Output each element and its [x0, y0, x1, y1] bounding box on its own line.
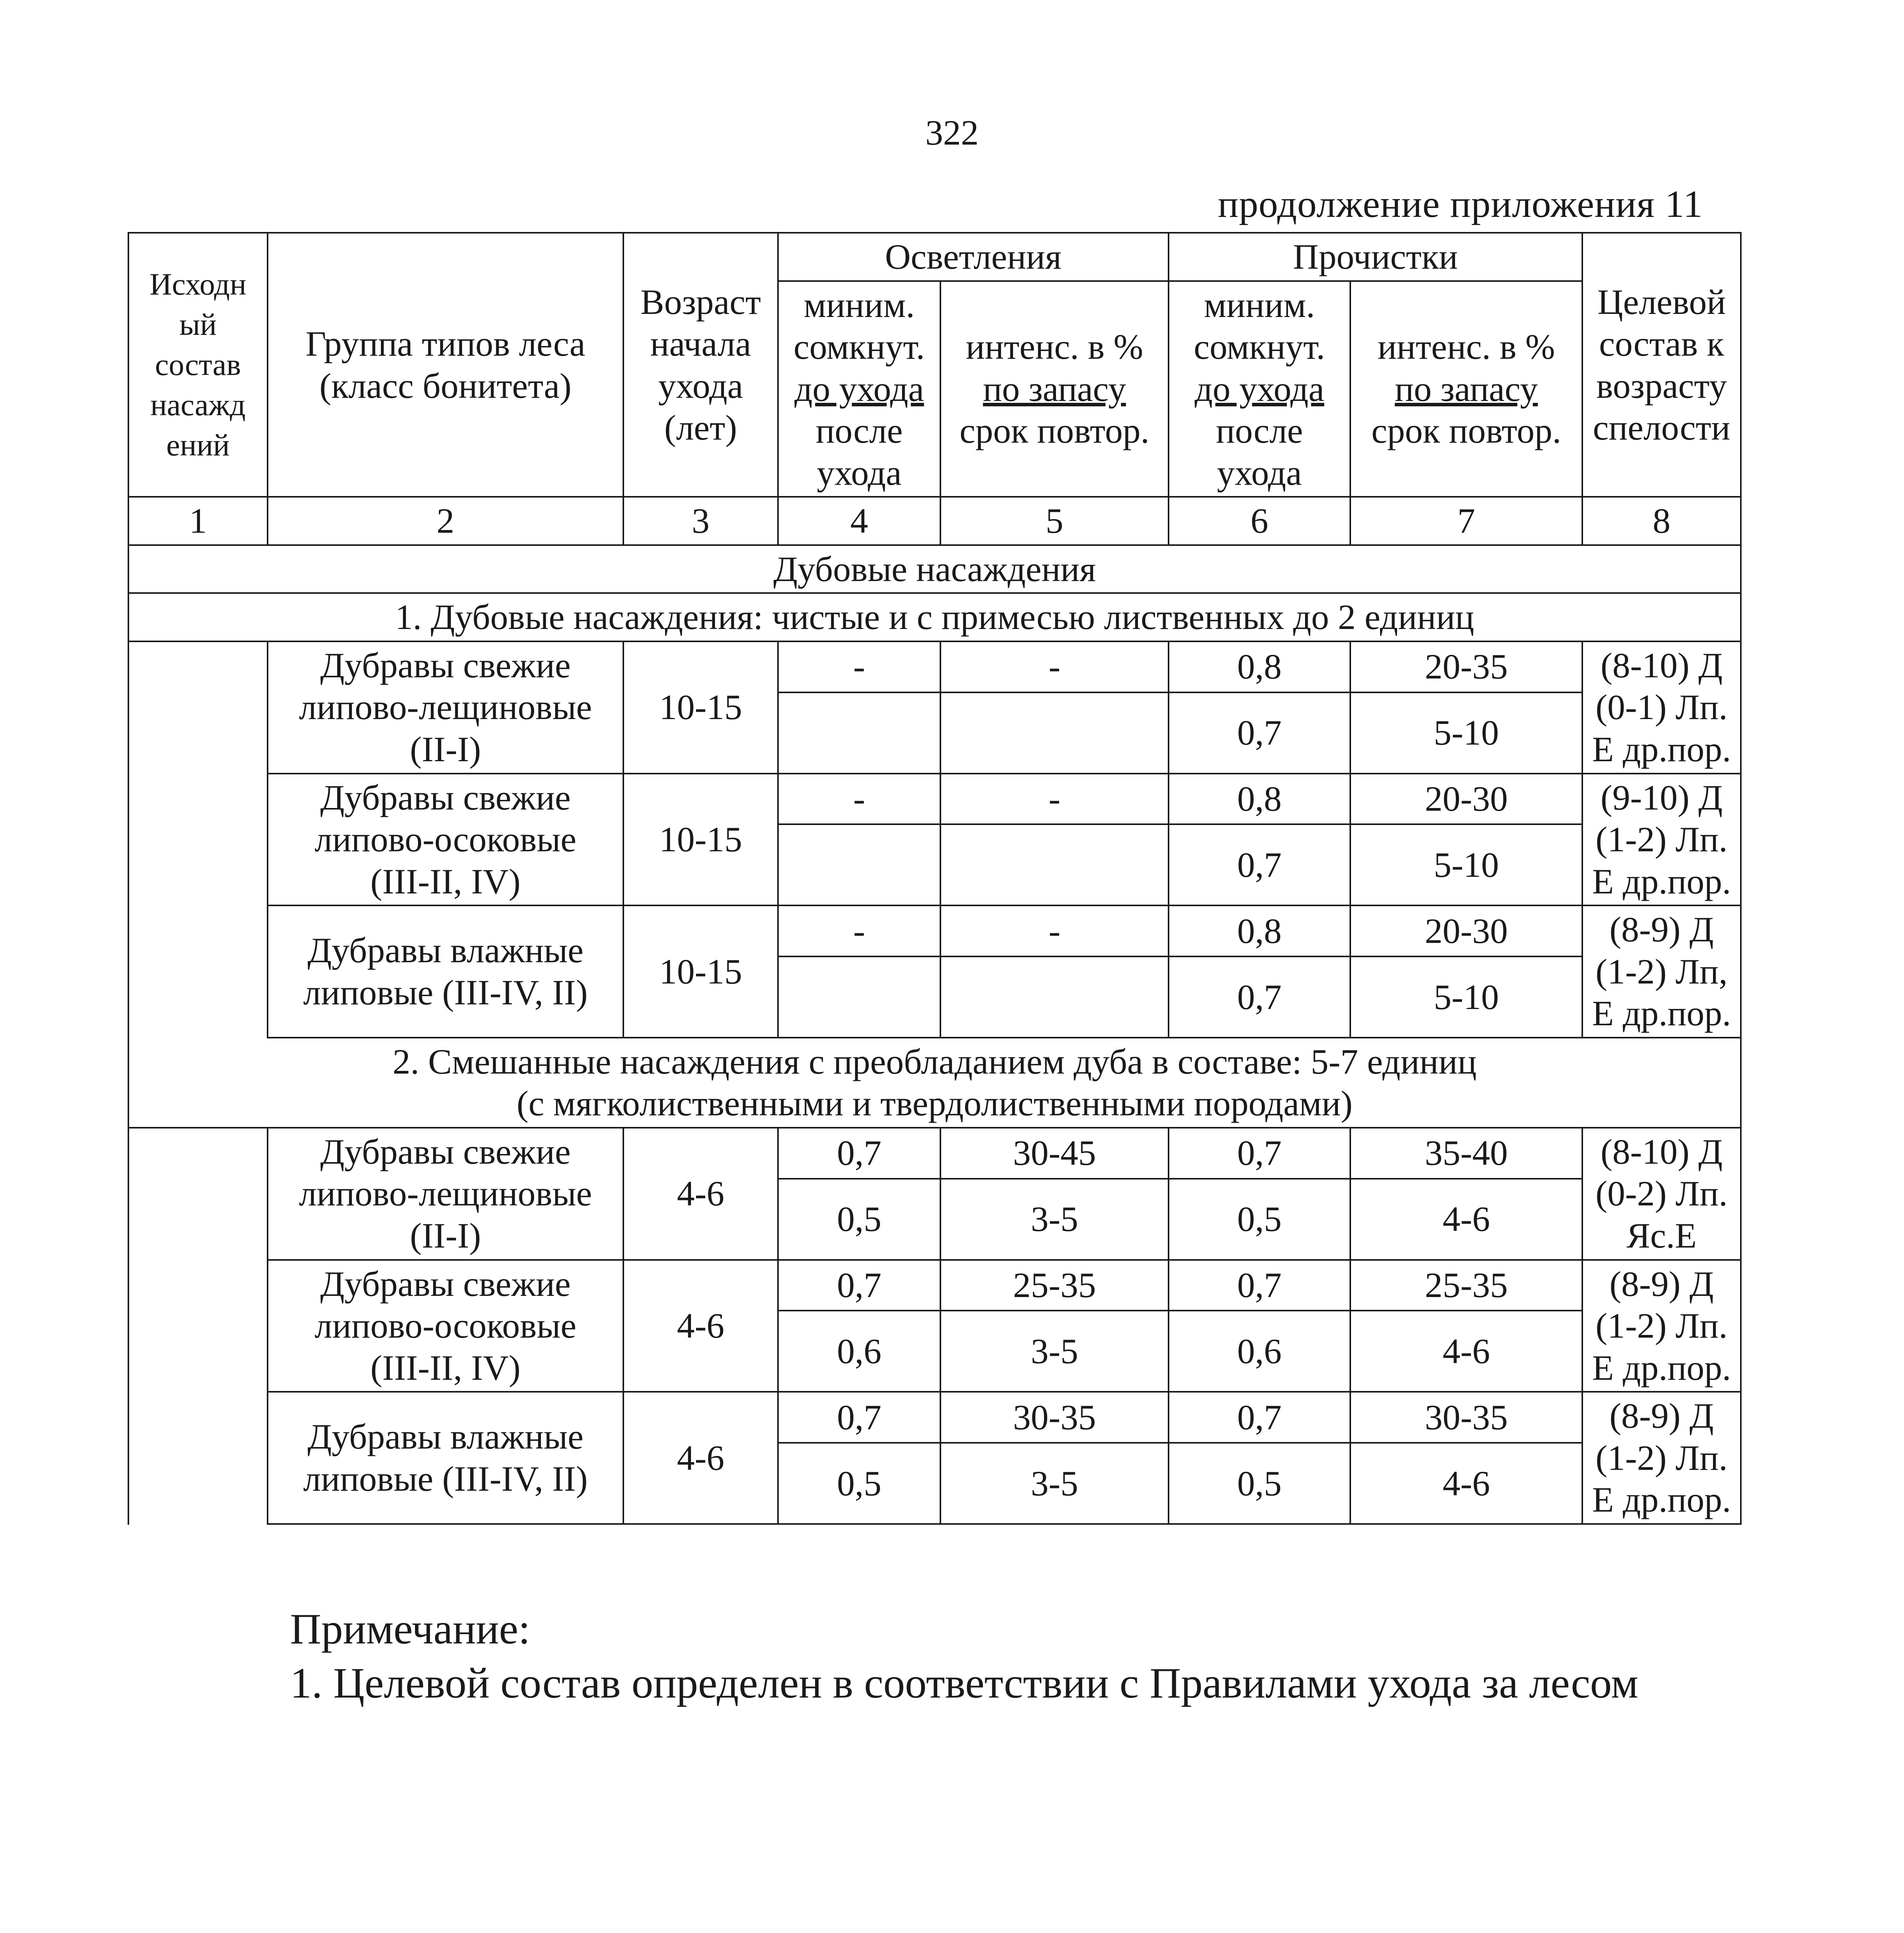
header-group-cleaning: Прочистки [1169, 233, 1582, 281]
cell-c7: 4-6 [1350, 1443, 1582, 1524]
note-title: Примечание: [290, 1605, 531, 1653]
cell-c6: 0,8 [1169, 641, 1350, 692]
forest-type-cell: Дубравы влажные липовые (III-IV, II) [268, 1392, 623, 1524]
age-cell: 4-6 [623, 1392, 778, 1524]
cell-c5: 30-35 [940, 1392, 1169, 1443]
column-number: 7 [1350, 497, 1582, 545]
age-cell: 4-6 [623, 1128, 778, 1260]
cell-c4: 0,5 [778, 1443, 940, 1524]
forest-type-cell: Дубравы свежие липово-осоковые (III-II, IV) [268, 1260, 623, 1392]
target-cell: (8-9) Д (1-2) Лп. Е др.пор. [1582, 1392, 1741, 1524]
cell-c6: 0,7 [1169, 824, 1350, 905]
cell-c6: 0,5 [1169, 1443, 1350, 1524]
cell-c7: 5-10 [1350, 956, 1582, 1038]
cell-c6: 0,8 [1169, 774, 1350, 825]
forest-type-cell: Дубравы влажные липовые (III-IV, II) [268, 905, 623, 1038]
cell-c4 [778, 692, 940, 774]
cell-c7: 5-10 [1350, 824, 1582, 905]
cell-c5 [940, 824, 1169, 905]
column-number: 4 [778, 497, 940, 545]
column-number: 6 [1169, 497, 1350, 545]
cell-c7: 35-40 [1350, 1128, 1582, 1179]
cell-c4: 0,7 [778, 1128, 940, 1179]
cell-c5 [940, 956, 1169, 1038]
age-cell: 10-15 [623, 774, 778, 906]
target-cell: (8-10) Д (0-2) Лп. Яс.Е [1582, 1128, 1741, 1260]
header-proch-min-density: миним. сомкнут. до ухода после ухода [1169, 281, 1350, 497]
cell-c4: - [778, 774, 940, 825]
header-osv-min-density: миним. сомкнут. до ухода после ухода [778, 281, 940, 497]
target-cell: (8-9) Д (1-2) Лп. Е др.пор. [1582, 1260, 1741, 1392]
cell-c7: 4-6 [1350, 1311, 1582, 1392]
subsection-1-title: 1. Дубовые насаждения: чистые и с примесью лиственных до 2 единиц [128, 593, 1741, 641]
table-row [128, 641, 1741, 692]
cell-c5: 30-45 [940, 1128, 1169, 1179]
table-row [128, 774, 1741, 825]
cell-c6: 0,6 [1169, 1311, 1350, 1392]
cell-c7: 4-6 [1350, 1179, 1582, 1260]
header-target-composition: Целевой состав к возрасту спелости [1582, 233, 1741, 497]
forest-type-cell: Дубравы свежие липово-лещиновые (II-I) [268, 1128, 623, 1260]
cell-c4: - [778, 905, 940, 956]
cell-c4: - [778, 641, 940, 692]
subsection-2-title: 2. Смешанные насаждения с преобладанием дуба в составе: 5-7 единиц (с мягколиственными и твердолиственными породами) [128, 1038, 1741, 1128]
cell-c5 [940, 692, 1169, 774]
table-row [128, 1260, 1741, 1311]
cell-c5: - [940, 641, 1169, 692]
cell-c5: 25-35 [940, 1260, 1169, 1311]
cell-c6: 0,7 [1169, 956, 1350, 1038]
cell-c7: 30-35 [1350, 1392, 1582, 1443]
target-cell: (9-10) Д (1-2) Лп. Е др.пор. [1582, 774, 1741, 906]
forest-type-cell: Дубравы свежие липово-лещиновые (II-I) [268, 641, 623, 774]
target-cell: (8-10) Д (0-1) Лп. Е др.пор. [1582, 641, 1741, 774]
cell-c6: 0,7 [1169, 1392, 1350, 1443]
cell-c5: 3-5 [940, 1179, 1169, 1260]
column-number: 5 [940, 497, 1169, 545]
cell-c5: - [940, 905, 1169, 956]
cell-c5: 3-5 [940, 1443, 1169, 1524]
header-initial-composition: Исходн ый состав насажд ений [128, 233, 268, 497]
column-number: 2 [268, 497, 623, 545]
cell-c4: 0,7 [778, 1260, 940, 1311]
cell-c5: 3-5 [940, 1311, 1169, 1392]
cell-c7: 25-35 [1350, 1260, 1582, 1311]
age-cell: 4-6 [623, 1260, 778, 1392]
cell-c4 [778, 824, 940, 905]
cell-c4: 0,7 [778, 1392, 940, 1443]
table-row [128, 905, 1741, 956]
cell-c6: 0,8 [1169, 905, 1350, 956]
cell-c6: 0,7 [1169, 692, 1350, 774]
cell-c7: 5-10 [1350, 692, 1582, 774]
table-row [128, 1128, 1741, 1179]
cell-c6: 0,7 [1169, 1260, 1350, 1311]
forest-type-cell: Дубравы свежие липово-осоковые (III-II, IV) [268, 774, 623, 906]
header-osv-intensity: интенс. в % по запасу срок повтор. [940, 281, 1169, 497]
cell-c7: 20-35 [1350, 641, 1582, 692]
cell-c4 [778, 956, 940, 1038]
note-item-1: 1. Целевой состав определен в соответствии с Правилами ухода за лесом [290, 1659, 1639, 1707]
continuation-caption: продолжение приложения 11 [1218, 182, 1703, 225]
forest-care-table [128, 232, 1742, 1525]
cell-c6: 0,5 [1169, 1179, 1350, 1260]
cell-c7: 20-30 [1350, 774, 1582, 825]
table-row [128, 1392, 1741, 1443]
header-start-age: Возраст начала ухода (лет) [623, 233, 778, 497]
section-title: Дубовые насаждения [128, 545, 1741, 593]
header-group-clearing: Осветления [778, 233, 1169, 281]
cell-c4: 0,5 [778, 1179, 940, 1260]
column-number: 8 [1582, 497, 1741, 545]
header-forest-type-group: Группа типов леса (класс бонитета) [268, 233, 623, 497]
age-cell: 10-15 [623, 641, 778, 774]
initial-composition-cell [128, 641, 268, 1038]
column-number: 3 [623, 497, 778, 545]
target-cell: (8-9) Д (1-2) Лп, Е др.пор. [1582, 905, 1741, 1038]
initial-composition-cell [128, 1128, 268, 1524]
cell-c4: 0,6 [778, 1311, 940, 1392]
age-cell: 10-15 [623, 905, 778, 1038]
page-number: 322 [925, 113, 979, 152]
column-number: 1 [128, 497, 268, 545]
cell-c5: - [940, 774, 1169, 825]
cell-c6: 0,7 [1169, 1128, 1350, 1179]
column-numbers-row [128, 497, 1741, 545]
cell-c7: 20-30 [1350, 905, 1582, 956]
header-proch-intensity: интенс. в % по запасу срок повтор. [1350, 281, 1582, 497]
